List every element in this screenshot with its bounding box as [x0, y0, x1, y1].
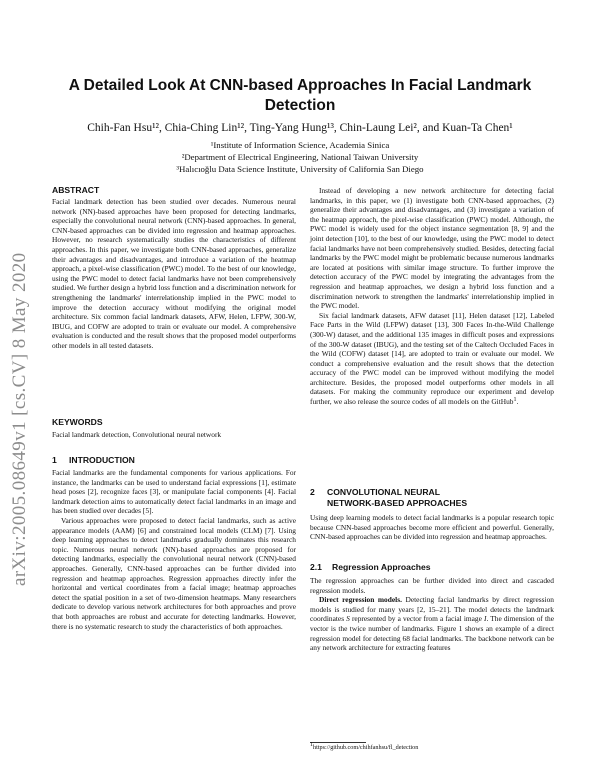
section-2-1-paragraph-2-mid: represented by a vector from a facial image: [349, 614, 484, 624]
section-2-1-paragraph-1: The regression approaches can be further divided into direct and cascaded regression models.: [310, 576, 554, 595]
intro-paragraph-4-end: .: [516, 397, 519, 407]
section-1-number: 1: [52, 455, 57, 465]
abstract-text: Facial landmark detection has been studied over decades. Numerous neural network (NN)-based approaches have been proposed for detecting landmarks, especially the convolutional neural network (CNN)-based approaches. In general, CNN-based approaches can be divided into regression and heatmap approaches. However, no research systematically studies the characteristics of different approaches. In this paper, we investigate both CNN-based approaches, generalize their advantages and disadvantages, and introduce a variation of the heatmap approach, a pixel-wise classification (PWC) model. To the best of our knowledge, using the PWC model to detect facial landmarks have not been comprehensively studied. We further design a hybrid loss function and a discrimination network for strengthening the landmarks' interrelationship implied in the PWC model to improve the detection accuracy without modifying the original model architecture. Six common facial landmark datasets, AFW, Helen, LFPW, 300-W, IBUG, and COFW are adopted to train or evaluate our model. A comprehensive evaluation is conducted and the result shows that the proposed model outperforms other models in all tested datasets.: [52, 197, 296, 350]
affiliation-3: ³Halıcıoğlu Data Science Institute, University of California San Diego: [176, 164, 424, 174]
section-2-body: [310, 513, 554, 542]
symbol-s: S: [346, 614, 350, 624]
direct-regression-runin: Direct regression models.: [319, 595, 402, 605]
arxiv-identifier: arXiv:2005.08649v1 [cs.CV] 8 May 2020: [9, 252, 30, 586]
section-2-1-heading: [310, 562, 431, 573]
footnote-mark: 1: [310, 742, 313, 748]
intro-paragraph-2: Various approaches were proposed to detect facial landmarks, such as active appearance models (AAM) [6] and constrained local models (CLM) [7]. Using deep learning approaches to detect landmarks gradually dominates this research topic. Numerous neural network (NN)-based approaches are proposed for detecting landmarks, especially the convolutional neural network (CNN)-based approaches. Generally, CNN-based approaches can be further divided into regression and heatmap approaches. Regression approaches directly infer the horizontal and vertical coordinates from a facial image; heatmap approaches detect the spatial position in a set of two-dimension heatmaps. Many researchers dedicate to develop various network architectures for both approaches and prove that both approaches are robust and accurate for detecting landmarks. However, there is no systematic research to study the characteristics of both approaches.: [52, 515, 296, 631]
footnote-ref: 1: [513, 397, 517, 404]
keywords-text: Facial landmark detection, Convolutional neural network: [52, 430, 222, 439]
keywords-heading: KEYWORDS: [52, 417, 103, 427]
footnote-rule: [310, 742, 366, 743]
intro-paragraph-1: Facial landmarks are the fundamental components for various applications. For instance, the landmarks can be used to understand facial expressions [1], estimate head poses [2], recognize faces [3], or manipulate facial components [4]. Facial landmark detection aims to automatically detect facial landmarks in an image and has been studied over decades [5].: [52, 468, 296, 516]
intro-paragraph-4-text: Six facial landmark datasets, AFW dataset [11], Helen dataset [12], Labeled Face Parts in the Wild (LFPW) dataset [13], 300 Faces In-the-Wild Challenge (300-W) dataset, and the additional 135 images in difficult poses and expressions of the 300-W dataset (IBUG), and the testing set of the Caltech Occluded Faces in the Wild (COFW) dataset [14], are adopted to train or evaluate our model. We conduct a comprehensive evaluation and the result shows that the detection accuracy of the PWC model can be improved without modifying the model architecture. Besides, the proposed model outperforms other models in all datasets. For making the community reproduce our experiment and develop further, we also release the source codes of all models on the GitHub: [310, 310, 554, 407]
intro-paragraph-4: [310, 311, 554, 407]
section-2-title-line-1: CONVOLUTIONAL NEURAL: [327, 487, 440, 497]
section-2-paragraph-1: Using deep learning models to detect facial landmarks is a popular research topic because CNN-based approaches become more efficient and powerful. Generally, CNN-based approaches can be divided into regression and heatmap approaches.: [310, 513, 554, 542]
paper-title: A Detailed Look At CNN-based Approaches In Facial Landmark Detection: [68, 77, 532, 114]
section-2-1-paragraph-2-text: Detecting facial landmarks by direct regression models is studied for many years [2, 15–21]. The model detects the landmark coordinates: [310, 595, 554, 624]
section-2-1-number: 2.1: [310, 562, 322, 572]
intro-continued-body: [310, 186, 554, 407]
section-2-heading: [310, 487, 467, 509]
section-2-1-title: Regression Approaches: [332, 562, 431, 572]
abstract-body: [52, 197, 296, 351]
section-2-title-line-2: NETWORK-BASED APPROACHES: [327, 498, 468, 508]
section-2-1-paragraph-2: [310, 595, 554, 653]
section-1-heading: [52, 455, 135, 466]
intro-paragraph-3: Instead of developing a new network architecture for detecting facial landmarks, in this paper, we (1) investigate both CNN-based approaches, (2) generalize their advantages and disadvantages, and (3) investigate a variation of the heatmap approach, the pixel-wise classification (PWC) model. Although, the PWC model is widely used for the object instance segmentation [8, 9] and the joint detection [10], to the best of our knowledge, using the PWC model to detect facial landmarks have not been comprehensively studied. Besides, detecting facial landmarks by the PWC model might be problematic because numerous landmarks are located at positions with similar image structure. To further improve the detection accuracy of the PWC model by integrating the advantages from the regression and heatmap approaches, we design a hybrid loss function and a discrimination network to strengthen the landmarks' interrelationship implied in the PWC model.: [310, 186, 554, 311]
affiliation-1: ¹Institute of Information Science, Academia Sinica: [210, 140, 390, 150]
affiliation-2: ²Department of Electrical Engineering, National Taiwan University: [181, 152, 419, 162]
footnote-url[interactable]: https://github.com/chihfanhsu/fl_detection: [313, 744, 419, 751]
section-2-number: 2: [310, 487, 315, 497]
symbol-i: I: [483, 614, 487, 624]
footnote: [310, 744, 560, 752]
author-list: Chih-Fan Hsu¹², Chia-Ching Lin¹², Ting-Yang Hung¹³, Chin-Laung Lei², and Kuan-Ta Chen¹: [87, 122, 513, 134]
abstract-heading: ABSTRACT: [52, 185, 100, 195]
section-2-1-paragraph-2-end: . The dimension of the vector is the twice number of landmarks. Figure 1 shows an example of a direct regression model for detecting 68 facial landmarks. The backbone network can be any network architecture for extracting features: [310, 614, 554, 653]
section-2-1-body: [310, 576, 554, 653]
section-1-body: [52, 468, 296, 631]
section-1-title: INTRODUCTION: [69, 455, 135, 465]
keywords-body: [52, 430, 296, 440]
